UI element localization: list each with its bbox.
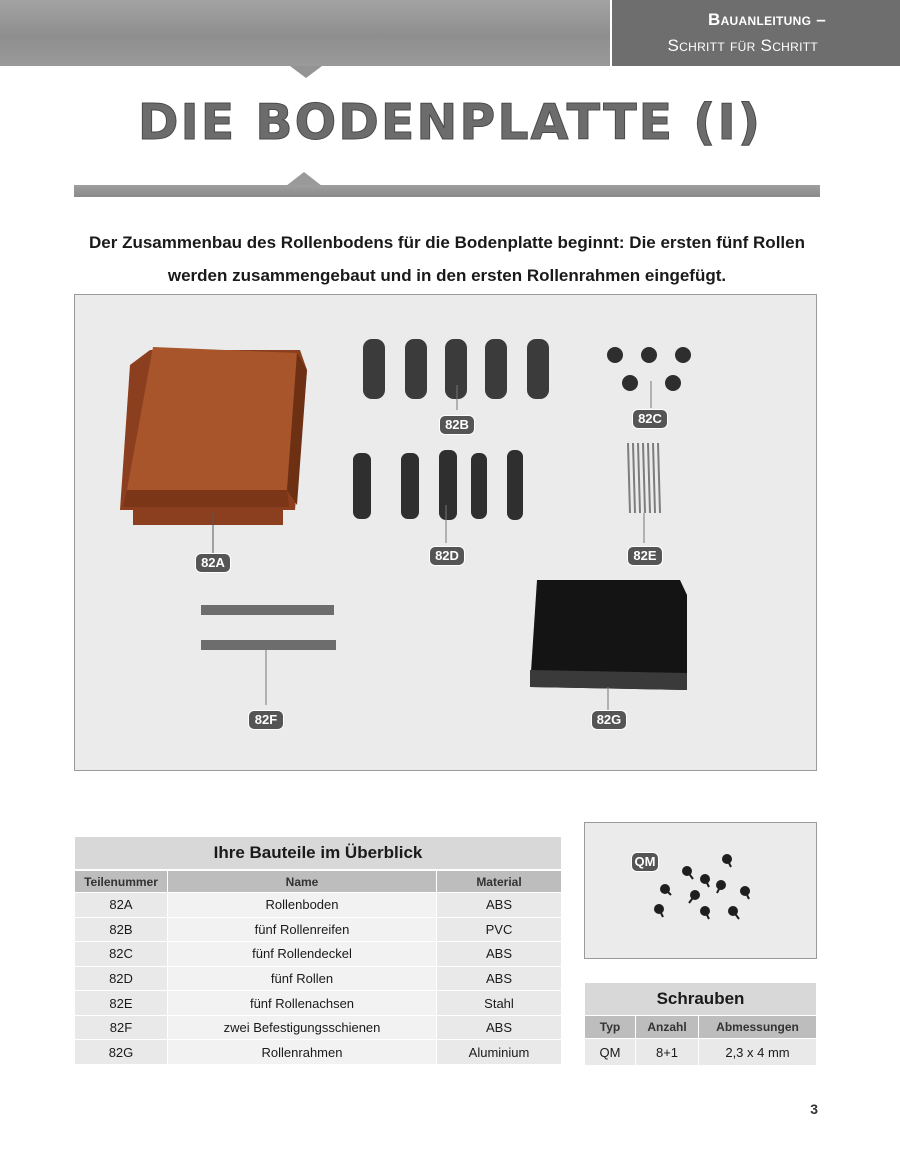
- screws-header-type: Typ: [585, 1016, 636, 1039]
- parts-table-title: Ihre Bauteile im Überblick: [75, 837, 562, 871]
- header-notch: [290, 66, 322, 78]
- screw: [723, 855, 731, 867]
- table-row: [75, 966, 562, 991]
- table-row: [75, 893, 562, 918]
- callout-82g: 82G: [591, 710, 627, 730]
- part-material: ABS: [437, 893, 562, 918]
- screw-dimensions: 2,3 x 4 mm: [699, 1039, 817, 1066]
- part-82c-rollendeckel: [607, 347, 691, 408]
- callout-82d: 82D: [429, 546, 465, 566]
- title-rule-notch: [286, 172, 322, 186]
- screw-type: QM: [585, 1039, 636, 1066]
- screw: [655, 905, 663, 917]
- table-row: [75, 1040, 562, 1065]
- table-row: [75, 1015, 562, 1040]
- part-name: fünf Rollenreifen: [168, 917, 437, 942]
- part-number: 82C: [75, 942, 168, 967]
- part-82d-rollen: [353, 450, 523, 543]
- section-header: [610, 0, 900, 66]
- part-material: ABS: [437, 942, 562, 967]
- callout-82b: 82B: [439, 415, 475, 435]
- part-82a-rollenboden: [120, 347, 307, 560]
- part-82g-rollenrahmen: [530, 580, 687, 713]
- part-material: ABS: [437, 966, 562, 991]
- page-title: DIE BODENPLATTE (I): [137, 94, 763, 151]
- parts-illustration: [75, 295, 818, 772]
- screw: [717, 881, 725, 893]
- part-number: 82G: [75, 1040, 168, 1065]
- parts-header-number: Teilenummer: [75, 870, 168, 893]
- callout-82e: 82E: [627, 546, 663, 566]
- callout-82c: 82C: [632, 409, 668, 429]
- part-number: 82E: [75, 991, 168, 1016]
- section-title: Bauanleitung –: [708, 10, 826, 29]
- screws-photo: [584, 822, 817, 959]
- part-name: Rollenboden: [168, 893, 437, 918]
- page-number: 3: [810, 1101, 818, 1117]
- part-number: 82F: [75, 1015, 168, 1040]
- part-name: zwei Befestigungsschienen: [168, 1015, 437, 1040]
- part-number: 82B: [75, 917, 168, 942]
- screws-illustration: [585, 823, 818, 960]
- screws-table: [584, 982, 817, 1066]
- callout-qm: QM: [631, 852, 659, 872]
- part-number: 82A: [75, 893, 168, 918]
- table-row: [75, 991, 562, 1016]
- part-name: fünf Rollen: [168, 966, 437, 991]
- parts-header-name: Name: [168, 870, 437, 893]
- screw: [701, 875, 709, 887]
- table-row: [75, 942, 562, 967]
- screws-table-title: Schrauben: [585, 983, 817, 1016]
- section-subtitle: Schritt für Schritt: [667, 36, 818, 55]
- screws-header-count: Anzahl: [636, 1016, 699, 1039]
- part-material: Aluminium: [437, 1040, 562, 1065]
- table-row: [75, 917, 562, 942]
- screws-header-dimensions: Abmessungen: [699, 1016, 817, 1039]
- screw: [689, 891, 699, 903]
- part-material: ABS: [437, 1015, 562, 1040]
- screw: [741, 887, 749, 899]
- screw: [661, 885, 671, 895]
- screw: [683, 867, 693, 879]
- part-material: PVC: [437, 917, 562, 942]
- part-number: 82D: [75, 966, 168, 991]
- part-name: Rollenrahmen: [168, 1040, 437, 1065]
- part-name: fünf Rollendeckel: [168, 942, 437, 967]
- parts-photo: [74, 294, 817, 771]
- screw: [729, 907, 739, 919]
- title-rule: [74, 185, 820, 197]
- callout-82f: 82F: [248, 710, 284, 730]
- screw-count: 8+1: [636, 1039, 699, 1066]
- intro-text: Der Zusammenbau des Rollenbodens für die Bodenplatte beginnt: Die ersten fünf Rollen werden zusammengebaut und in den ersten Rollenrahmen eingefügt.: [89, 233, 805, 285]
- table-row: [585, 1039, 817, 1066]
- parts-table: [74, 836, 562, 1065]
- screw: [701, 907, 709, 919]
- parts-header-material: Material: [437, 870, 562, 893]
- part-material: Stahl: [437, 991, 562, 1016]
- part-82e-rollenachsen: [628, 443, 660, 543]
- part-82f-befestigungsschienen: [201, 605, 336, 705]
- callout-82a: 82A: [195, 553, 231, 573]
- part-82b-rollenreifen: [363, 339, 549, 410]
- part-name: fünf Rollenachsen: [168, 991, 437, 1016]
